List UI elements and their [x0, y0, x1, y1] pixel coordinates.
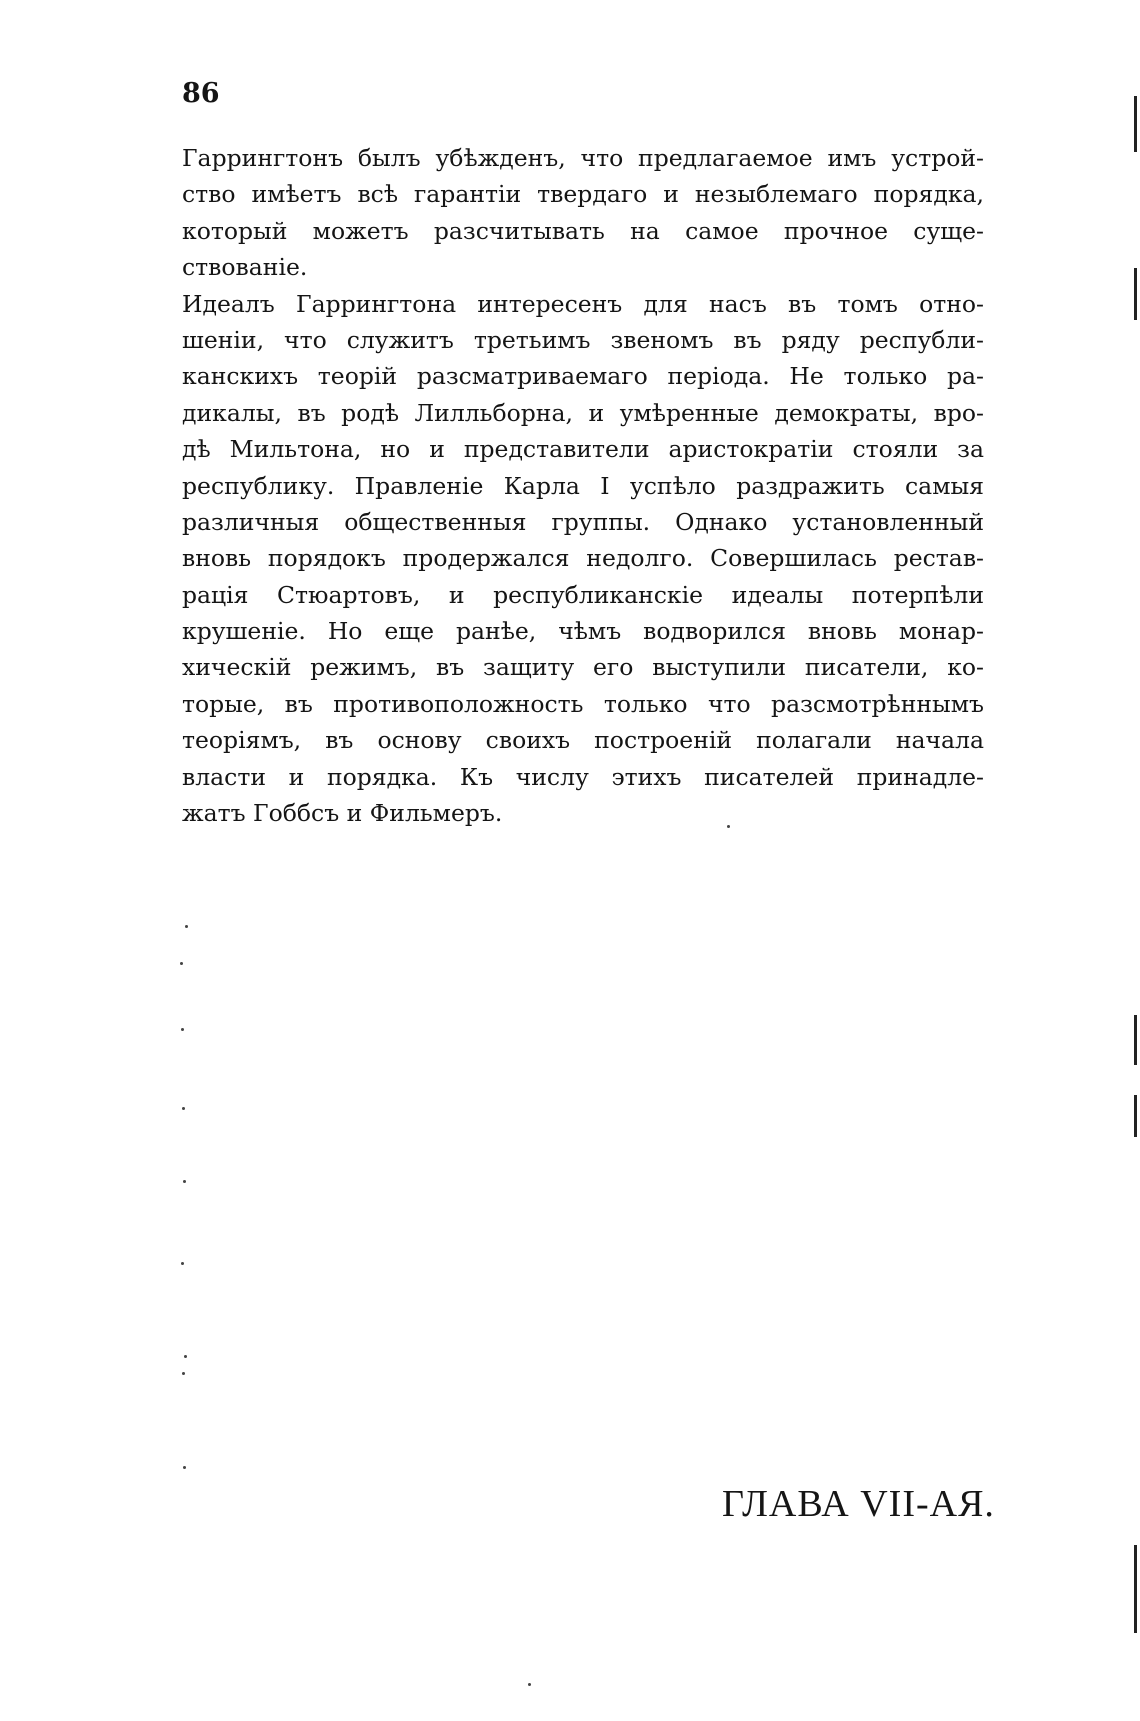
- text-line: республику. Правленіе Карла I успѣло раздражить самыя: [182, 471, 984, 500]
- scan-speck: [180, 962, 183, 965]
- page-number: 86: [182, 78, 220, 109]
- text-line: власти и порядка. Къ числу этихъ писателей принадле-: [182, 762, 984, 791]
- text-line: который можетъ разсчитывать на самое прочное суще-: [182, 216, 984, 245]
- body-text: [182, 140, 984, 831]
- text-line: Идеалъ Гаррингтона интересенъ для насъ въ томъ отно-: [182, 289, 984, 318]
- scan-edge-mark: [1134, 1545, 1137, 1633]
- scan-edge-mark: [1134, 1015, 1137, 1065]
- text-line: различныя общественныя группы. Однако установленный: [182, 507, 984, 536]
- scan-speck: [183, 1180, 186, 1183]
- scan-speck: [528, 1683, 531, 1686]
- text-line: ствованіе.: [182, 253, 308, 282]
- text-line: вновь порядокъ продержался недолго. Совершилась рестав-: [182, 544, 984, 573]
- text-line: дикалы, въ родѣ Лилльборна, и умѣренные демократы, вро-: [182, 398, 984, 427]
- scan-speck: [184, 1355, 187, 1358]
- scan-edge-mark: [1134, 96, 1137, 152]
- text-line: ство имѣетъ всѣ гарантіи твердаго и незыблемаго порядка,: [182, 180, 984, 209]
- text-line: жатъ Гоббсъ и Фильмеръ.: [182, 799, 503, 828]
- scan-speck: [182, 1372, 185, 1375]
- scan-speck: [727, 825, 730, 828]
- text-line: крушеніе. Но еще ранѣе, чѣмъ водворился вновь монар-: [182, 617, 984, 646]
- text-line: хическій режимъ, въ защиту его выступили писатели, ко-: [182, 653, 984, 682]
- text-line: торые, въ противоположность только что разсмотрѣннымъ: [182, 689, 984, 718]
- text-line: теоріямъ, въ основу своихъ построеній полагали начала: [182, 726, 984, 755]
- text-line: шеніи, что служитъ третьимъ звеномъ въ ряду республи-: [182, 325, 984, 354]
- text-line: дѣ Мильтона, но и представители аристократіи стояли за: [182, 435, 984, 464]
- scan-speck: [182, 1107, 185, 1110]
- text-line: Гаррингтонъ былъ убѣжденъ, что предлагаемое имъ устрой-: [182, 144, 984, 172]
- scan-edge-mark: [1134, 1095, 1137, 1137]
- chapter-heading: ГЛАВА VII-АЯ.: [722, 1483, 995, 1525]
- scan-speck: [185, 925, 188, 928]
- scan-edge-mark: [1134, 268, 1137, 320]
- scan-speck: [181, 1262, 184, 1265]
- scan-speck: [183, 1466, 186, 1469]
- scan-speck: [181, 1028, 184, 1031]
- text-line: канскихъ теорій разсматриваемаго періода. Не только ра-: [182, 362, 984, 391]
- text-line: рація Стюартовъ, и республиканскіе идеалы потерпѣли: [182, 580, 984, 609]
